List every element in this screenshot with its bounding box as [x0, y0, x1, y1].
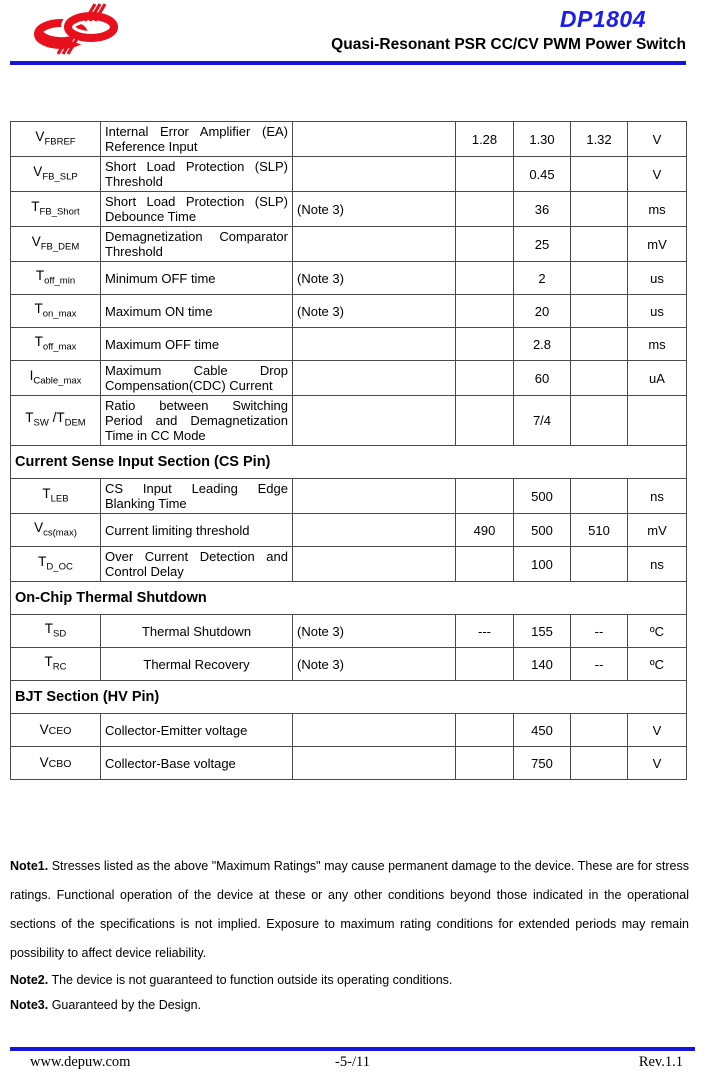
note-1-text: Stresses listed as the above "Maximum Ratings" may cause permanent damage to the device. These are for stress ratings. Functional operation of the device at these or any other conditions beyond those indicated in the operational sections of the specifications is not implied. Exposure to maximum rating conditions for extended periods may remain possibility to affect device reliability. — [10, 859, 689, 960]
unit-cell: ms — [628, 192, 687, 227]
symbol-segment: FB_Short — [39, 206, 80, 218]
note-2-text: The device is not guaranteed to function outside its operating conditions. — [51, 973, 453, 987]
section-title: Current Sense Input Section (CS Pin) — [11, 446, 687, 479]
min-cell: 1.28 — [456, 122, 514, 157]
min-cell — [456, 295, 514, 328]
section-title: On-Chip Thermal Shutdown — [11, 582, 687, 615]
condition-cell — [293, 514, 456, 547]
spec-row — [11, 122, 687, 157]
note-3-text: Guaranteed by the Design. — [51, 998, 202, 1012]
spec-row — [11, 547, 687, 582]
min-cell — [456, 396, 514, 446]
company-logo-icon — [28, 3, 128, 55]
condition-cell — [293, 328, 456, 361]
symbol-segment: D_OC — [46, 561, 73, 573]
symbol-segment: on_max — [42, 308, 77, 320]
condition-cell — [293, 747, 456, 780]
symbol-cell — [11, 328, 101, 361]
symbol-cell — [11, 157, 101, 192]
condition-cell: (Note 3) — [293, 615, 456, 648]
symbol-segment: Cable_max — [33, 375, 82, 387]
typ-cell: 0.45 — [514, 157, 571, 192]
typ-cell: 36 — [514, 192, 571, 227]
unit-cell: us — [628, 295, 687, 328]
symbol-cell — [11, 192, 101, 227]
footer-website: www.depuw.com — [30, 1054, 131, 1070]
symbol-segment: T — [31, 198, 40, 214]
spec-table — [10, 121, 687, 780]
symbol-segment: V — [35, 128, 45, 144]
spec-row — [11, 192, 687, 227]
header-titles — [331, 6, 686, 54]
symbol-segment: CBO — [48, 757, 72, 770]
note-1-label: Note1. — [10, 859, 49, 873]
typ-cell: 500 — [514, 514, 571, 547]
spec-row — [11, 479, 687, 514]
symbol-cell — [11, 479, 101, 514]
symbol-segment: /T — [48, 410, 65, 426]
symbol-segment: DEM — [64, 417, 86, 429]
unit-cell: ms — [628, 328, 687, 361]
parameter-cell: Short Load Protection (SLP) Threshold — [101, 157, 293, 192]
parameter-cell: Over Current Detection and Control Delay — [101, 547, 293, 582]
symbol-cell — [11, 747, 101, 780]
condition-cell — [293, 157, 456, 192]
section-title: BJT Section (HV Pin) — [11, 681, 687, 714]
unit-cell: ns — [628, 479, 687, 514]
min-cell: --- — [456, 615, 514, 648]
unit-cell: V — [628, 157, 687, 192]
spec-row — [11, 396, 687, 446]
symbol-segment: V — [33, 163, 43, 179]
min-cell — [456, 714, 514, 747]
max-cell — [571, 295, 628, 328]
condition-cell: (Note 3) — [293, 192, 456, 227]
max-cell: -- — [571, 648, 628, 681]
symbol-cell — [11, 361, 101, 396]
condition-cell: (Note 3) — [293, 648, 456, 681]
symbol-segment: T — [42, 485, 51, 501]
condition-cell — [293, 396, 456, 446]
symbol-segment: off_max — [42, 341, 77, 353]
note-1 — [10, 852, 689, 968]
condition-cell — [293, 122, 456, 157]
notes-block — [10, 852, 689, 1018]
symbol-segment: T — [34, 300, 43, 316]
typ-cell: 500 — [514, 479, 571, 514]
min-cell — [456, 262, 514, 295]
max-cell — [571, 747, 628, 780]
note-3 — [10, 993, 689, 1018]
symbol-segment: T — [44, 620, 54, 636]
condition-cell — [293, 547, 456, 582]
footer-page-number: -5-/11 — [335, 1054, 370, 1070]
typ-cell: 25 — [514, 227, 571, 262]
symbol-segment: FB_DEM — [40, 241, 80, 253]
document-subtitle: Quasi-Resonant PSR CC/CV PWM Power Switch — [331, 36, 686, 53]
condition-cell — [293, 714, 456, 747]
note-2-label: Note2. — [10, 973, 49, 987]
condition-cell: (Note 3) — [293, 262, 456, 295]
max-cell — [571, 262, 628, 295]
max-cell: 510 — [571, 514, 628, 547]
symbol-cell — [11, 396, 101, 446]
section-header-row — [11, 681, 687, 714]
parameter-cell: Ratio between Switching Period and Demagnetization Time in CC Mode — [101, 396, 293, 446]
unit-cell: uA — [628, 361, 687, 396]
symbol-segment: T — [35, 267, 45, 283]
max-cell: 1.32 — [571, 122, 628, 157]
condition-cell — [293, 479, 456, 514]
max-cell — [571, 361, 628, 396]
footer-revision: Rev.1.1 — [638, 1054, 683, 1070]
spec-row — [11, 157, 687, 192]
max-cell — [571, 714, 628, 747]
min-cell — [456, 479, 514, 514]
footer-divider — [10, 1047, 695, 1051]
typ-cell: 2 — [514, 262, 571, 295]
min-cell — [456, 747, 514, 780]
min-cell — [456, 547, 514, 582]
spec-row — [11, 328, 687, 361]
min-cell: 490 — [456, 514, 514, 547]
condition-cell — [293, 361, 456, 396]
symbol-cell — [11, 227, 101, 262]
max-cell — [571, 328, 628, 361]
symbol-cell — [11, 295, 101, 328]
symbol-cell — [11, 714, 101, 747]
symbol-segment: SW — [33, 417, 49, 429]
parameter-cell: Demagnetization Comparator Threshold — [101, 227, 293, 262]
symbol-segment: CEO — [48, 724, 72, 737]
parameter-cell: Maximum Cable Drop Compensation(CDC) Current — [101, 361, 293, 396]
section-header-row — [11, 582, 687, 615]
spec-row — [11, 648, 687, 681]
spec-row — [11, 714, 687, 747]
symbol-segment: V — [39, 754, 49, 770]
min-cell — [456, 227, 514, 262]
spec-row — [11, 295, 687, 328]
symbol-segment: T — [25, 410, 34, 426]
condition-cell: (Note 3) — [293, 295, 456, 328]
symbol-segment: T — [34, 333, 43, 349]
parameter-cell: Maximum OFF time — [101, 328, 293, 361]
parameter-cell: Maximum ON time — [101, 295, 293, 328]
unit-cell: us — [628, 262, 687, 295]
parameter-cell: Thermal Recovery — [101, 648, 293, 681]
note-3-label: Note3. — [10, 998, 49, 1012]
symbol-segment: off_min — [44, 275, 76, 287]
typ-cell: 7/4 — [514, 396, 571, 446]
typ-cell: 750 — [514, 747, 571, 780]
symbol-segment: SD — [53, 628, 67, 640]
max-cell — [571, 157, 628, 192]
unit-cell: V — [628, 747, 687, 780]
typ-cell: 450 — [514, 714, 571, 747]
unit-cell: V — [628, 714, 687, 747]
page-footer — [0, 1052, 705, 1074]
symbol-segment: cs(max) — [43, 527, 77, 539]
unit-cell: ºC — [628, 648, 687, 681]
symbol-segment: V — [34, 519, 44, 535]
min-cell — [456, 192, 514, 227]
parameter-cell: Short Load Protection (SLP) Debounce Time — [101, 192, 293, 227]
part-number: DP1804 — [559, 6, 646, 32]
parameter-cell: Current limiting threshold — [101, 514, 293, 547]
unit-cell: ºC — [628, 615, 687, 648]
parameter-cell: Collector-Emitter voltage — [101, 714, 293, 747]
header-divider — [10, 61, 686, 65]
symbol-segment: LEB — [50, 493, 69, 505]
max-cell — [571, 396, 628, 446]
max-cell: -- — [571, 615, 628, 648]
condition-cell — [293, 227, 456, 262]
min-cell — [456, 648, 514, 681]
unit-cell — [628, 396, 687, 446]
typ-cell: 60 — [514, 361, 571, 396]
typ-cell: 140 — [514, 648, 571, 681]
symbol-segment: FB_SLP — [42, 171, 78, 183]
unit-cell: ns — [628, 547, 687, 582]
max-cell — [571, 547, 628, 582]
symbol-segment: V — [39, 721, 49, 737]
symbol-segment: I — [29, 367, 34, 383]
typ-cell: 1.30 — [514, 122, 571, 157]
parameter-cell: CS Input Leading Edge Blanking Time — [101, 479, 293, 514]
max-cell — [571, 479, 628, 514]
symbol-cell — [11, 648, 101, 681]
symbol-segment: T — [44, 653, 53, 669]
min-cell — [456, 361, 514, 396]
symbol-cell — [11, 547, 101, 582]
symbol-cell — [11, 514, 101, 547]
symbol-cell — [11, 615, 101, 648]
unit-cell: V — [628, 122, 687, 157]
symbol-segment: FBREF — [44, 136, 76, 148]
min-cell — [456, 157, 514, 192]
parameter-cell: Collector-Base voltage — [101, 747, 293, 780]
typ-cell: 100 — [514, 547, 571, 582]
spec-row — [11, 361, 687, 396]
parameter-cell: Internal Error Amplifier (EA) Reference Input — [101, 122, 293, 157]
typ-cell: 2.8 — [514, 328, 571, 361]
spec-row — [11, 262, 687, 295]
section-header-row — [11, 446, 687, 479]
symbol-segment: V — [31, 233, 41, 249]
note-2 — [10, 968, 689, 993]
parameter-cell: Minimum OFF time — [101, 262, 293, 295]
max-cell — [571, 192, 628, 227]
unit-cell: mV — [628, 227, 687, 262]
min-cell — [456, 328, 514, 361]
unit-cell: mV — [628, 514, 687, 547]
spec-row — [11, 747, 687, 780]
symbol-cell — [11, 262, 101, 295]
typ-cell: 155 — [514, 615, 571, 648]
symbol-segment: RC — [52, 661, 67, 673]
symbol-segment: T — [38, 553, 47, 569]
typ-cell: 20 — [514, 295, 571, 328]
symbol-cell — [11, 122, 101, 157]
spec-row — [11, 615, 687, 648]
spec-row — [11, 227, 687, 262]
spec-row — [11, 514, 687, 547]
parameter-cell: Thermal Shutdown — [101, 615, 293, 648]
max-cell — [571, 227, 628, 262]
